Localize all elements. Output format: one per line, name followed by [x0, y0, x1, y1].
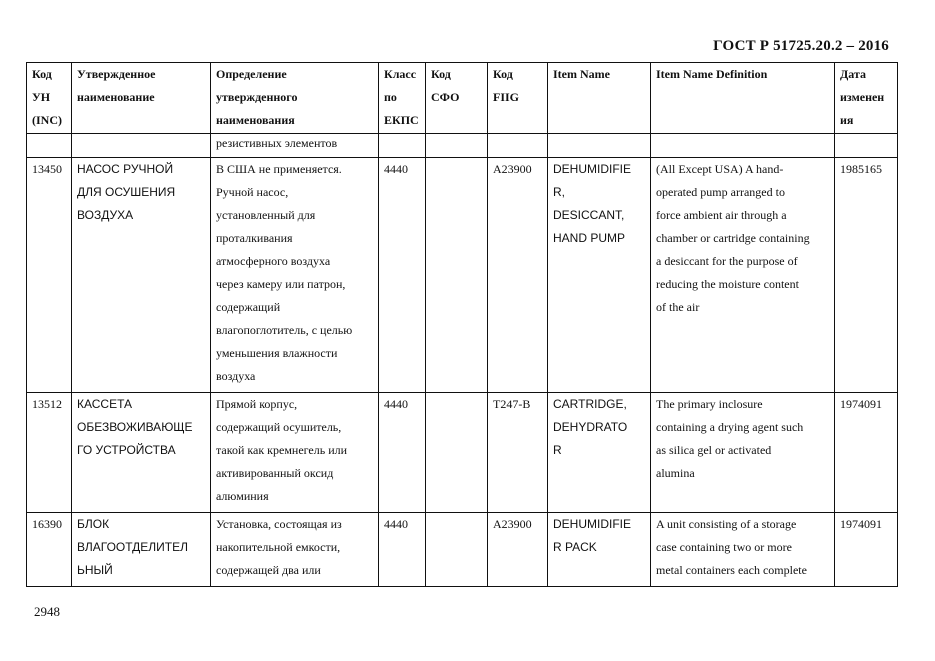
table-header-row	[27, 63, 898, 134]
cell-item-name: DEHUMIDIFIE R PACK	[548, 513, 651, 587]
cell-item-definition: The primary inclosure containing a drying agent such as silica gel or activated alumina	[651, 393, 835, 513]
table-cell: резистивных элементов	[211, 134, 379, 158]
cell-date: 1985165	[835, 158, 898, 393]
cell-code: 16390	[27, 513, 72, 587]
table-row	[27, 393, 898, 513]
table-cell	[72, 134, 211, 158]
cell-code: 13512	[27, 393, 72, 513]
table-row-continuation	[27, 134, 898, 158]
cell-definition: Установка, состоящая из накопительной емкости, содержащей два или	[211, 513, 379, 587]
header-item-definition: Item Name Definition	[651, 63, 835, 134]
table-cell	[27, 134, 72, 158]
cell-name: БЛОК ВЛАГООТДЕЛИТЕЛ ЬНЫЙ	[72, 513, 211, 587]
table-row	[27, 158, 898, 393]
cell-item-name: CARTRIDGE, DEHYDRATO R	[548, 393, 651, 513]
header-name-definition: Определение утвержденного наименования	[211, 63, 379, 134]
cell-class: 4440	[379, 158, 426, 393]
cell-item-name: DEHUMIDIFIE R, DESICCANT, HAND PUMP	[548, 158, 651, 393]
items-table	[26, 62, 898, 587]
cell-name: КАССЕТА ОБЕЗВОЖИВАЮЩЕ ГО УСТРОЙСТВА	[72, 393, 211, 513]
table-cell	[488, 134, 548, 158]
cell-sfo	[426, 513, 488, 587]
page-number: 2948	[34, 604, 60, 619]
cell-sfo	[426, 158, 488, 393]
table-row	[27, 513, 898, 587]
table-cell	[835, 134, 898, 158]
cell-code: 13450	[27, 158, 72, 393]
header-fiig-code: Код FIIG	[488, 63, 548, 134]
cell-item-definition: A unit consisting of a storage case containing two or more metal containers each complete	[651, 513, 835, 587]
cell-date: 1974091	[835, 513, 898, 587]
header-item-name: Item Name	[548, 63, 651, 134]
header-approved-name: Утвержденное наименование	[72, 63, 211, 134]
header-sfo-code: Код СФО	[426, 63, 488, 134]
cell-fiig: T247-B	[488, 393, 548, 513]
cell-definition: Прямой корпус, содержащий осушитель, такой как кремнегель или активированный оксид алюминия	[211, 393, 379, 513]
table-cell	[651, 134, 835, 158]
header-inc-code: Код УН (INC)	[27, 63, 72, 134]
cell-definition: В США не применяется. Ручной насос, установленный для проталкивания атмосферного воздуха через камеру или патрон, содержащий влагопоглотитель, с целью уменьшения влажности воздуха	[211, 158, 379, 393]
cell-sfo	[426, 393, 488, 513]
cell-item-definition: (All Except USA) A hand- operated pump arranged to force ambient air through a chamber or cartridge containing a desiccant for the purpose of reducing the moisture content of the air	[651, 158, 835, 393]
table-cell	[379, 134, 426, 158]
table-cell	[426, 134, 488, 158]
header-class: Класс по ЕКПС	[379, 63, 426, 134]
standard-title: ГОСТ Р 51725.20.2 – 2016	[713, 38, 889, 54]
cell-name: НАСОС РУЧНОЙ ДЛЯ ОСУШЕНИЯ ВОЗДУХА	[72, 158, 211, 393]
cell-class: 4440	[379, 513, 426, 587]
cell-fiig: A23900	[488, 158, 548, 393]
cell-date: 1974091	[835, 393, 898, 513]
table-cell	[548, 134, 651, 158]
cell-fiig: A23900	[488, 513, 548, 587]
cell-class: 4440	[379, 393, 426, 513]
header-change-date: Дата изменен ия	[835, 63, 898, 134]
